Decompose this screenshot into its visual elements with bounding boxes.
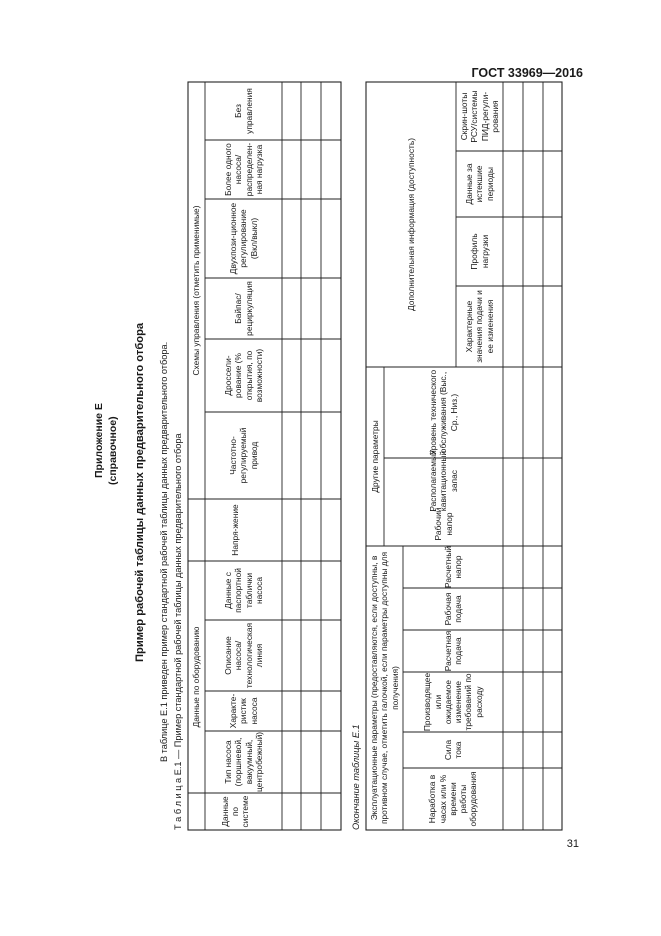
col-multiple-pumps: Более одного насоса/ распределен-ная нагрузка xyxy=(223,142,264,197)
page-number: 31 xyxy=(566,838,579,850)
table1-caption: Т а б л и ц а Е.1 — Пример стандартной рабочей таблицы данных предварительного отбора xyxy=(173,433,183,830)
col-flow-values: Характерные значения подачи и ее изменения xyxy=(464,290,495,363)
intro-text: В таблице Е.1 приведен пример стандартной рабочей таблицы данных предварительного отбора. xyxy=(159,341,169,762)
col-on-off-control: Двухпози-ционное регулирование (Вкл/выкл) xyxy=(228,202,259,275)
standard-number: ГОСТ 33969—2016 xyxy=(471,66,583,80)
col-load-profile: Профиль нагрузки xyxy=(469,233,490,270)
appendix-title: Приложение Е xyxy=(93,403,105,478)
col-throttling: Дроссели-рование (% открытия, по возможности) xyxy=(223,348,264,403)
table2-caption: Окончание таблицы Е.1 xyxy=(351,724,361,830)
rotated-page-content xyxy=(93,30,573,870)
col-design-head: Расчетный напор xyxy=(442,546,463,588)
col-pump-type: Тип насоса (поршневой, вакуумный, центробежный) xyxy=(223,731,264,793)
col-bypass: Байпас/ рециркуляция xyxy=(233,281,254,336)
col-current: Сила тока xyxy=(442,739,463,761)
col-pump-characteristic: Характе-ристик насоса xyxy=(228,693,259,729)
col-operating-hours: Наработка в часах или % времени работы оборудования xyxy=(427,771,479,827)
appendix-status: (справочное) xyxy=(107,416,119,485)
col-vfd: Частотно-регулируемый привод xyxy=(228,427,259,484)
col-operating-head: Рабочий напор xyxy=(433,507,454,541)
appendix-heading: Пример рабочей таблицы данных предварительного отбора xyxy=(134,322,146,662)
col-pump-description: Описание насоса/ технологическая линия xyxy=(223,622,264,689)
col-maintenance-level: Уровень технического обслуживания (Выс., Ср., Низ.) xyxy=(428,369,459,456)
col-screenshots: Скрин-шоты РСУ/системы ПИД-регули-рования xyxy=(459,90,500,143)
col-npsh-available: Располагаемый кавитационный запас xyxy=(428,450,459,512)
col-operating-flow: Рабочая подача xyxy=(442,592,463,626)
col-voltage: Напря-жение xyxy=(229,504,240,556)
group-control-schemes: Схемы управления (отметить применимые) xyxy=(191,205,202,376)
col-no-control: Без управления xyxy=(233,88,254,134)
col-nameplate-data: Данные с паспортной таблички насоса xyxy=(223,568,264,613)
col-historical-data: Данные за истекшие периоды xyxy=(464,163,495,205)
col-system-data: Данные по системе xyxy=(219,795,251,828)
col-design-flow: Расчетная подача xyxy=(442,630,463,672)
group-operational-params: Эксплуатационные параметры (предоставляются, если доступны, в противном случае, отметить галочкой, если параметры доступны для получения) xyxy=(369,551,400,825)
group-additional-info: Дополнительная информация (доступность) xyxy=(405,137,416,312)
col-flow-change: Производящее или ожидаемое изменение требований по расходу xyxy=(422,672,484,732)
group-other-params: Другие параметры xyxy=(369,420,380,493)
group-equipment-data: Данные по оборудованию xyxy=(191,626,202,728)
